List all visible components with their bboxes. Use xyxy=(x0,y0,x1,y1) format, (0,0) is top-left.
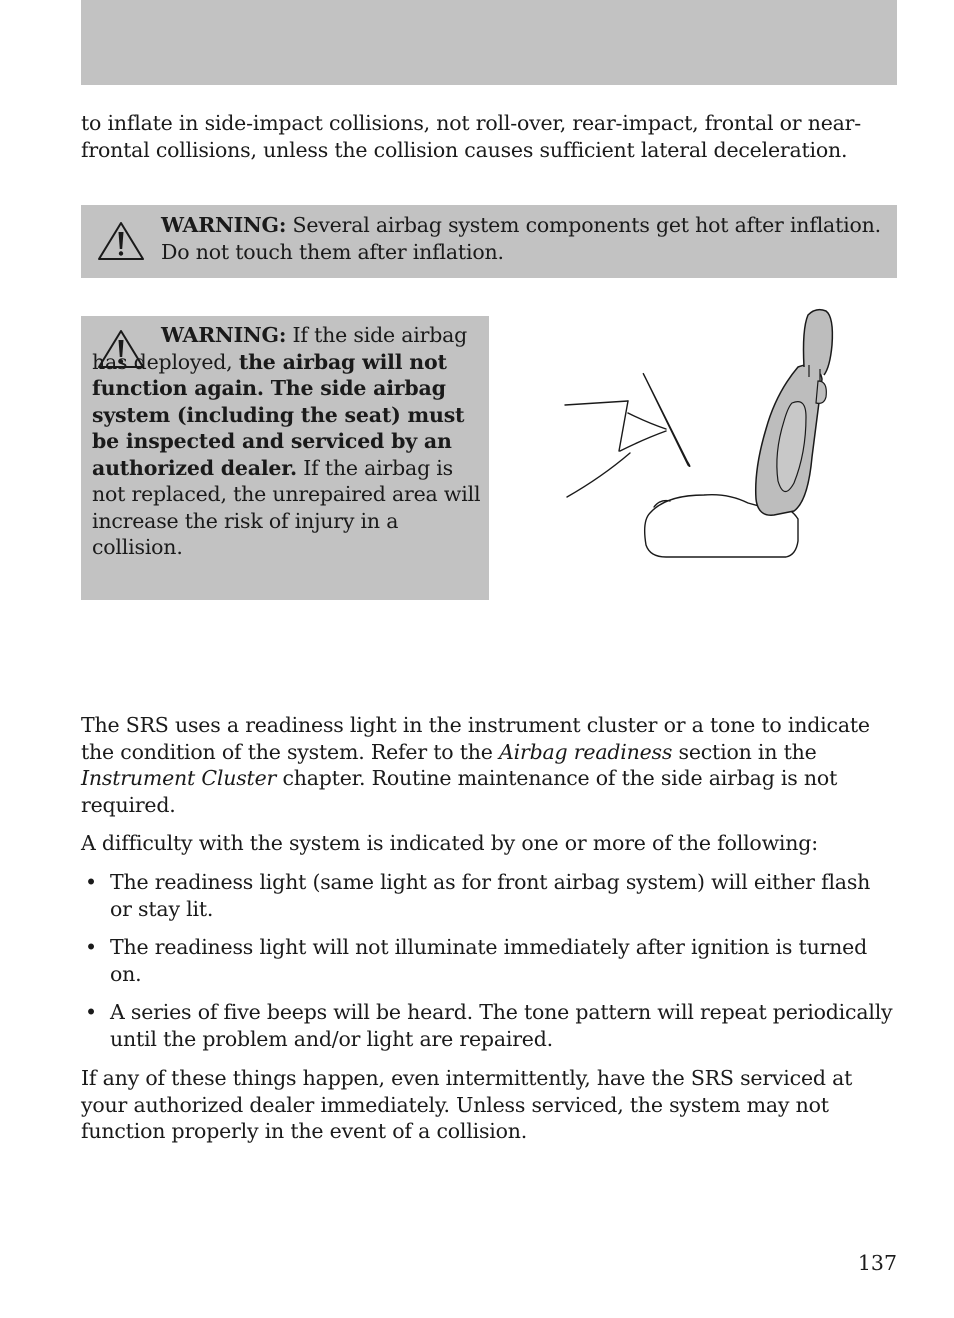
bullet-icon: • xyxy=(85,870,97,894)
srs-text-2: section in the xyxy=(672,739,817,764)
warning-box-hot-components xyxy=(81,205,897,278)
warning-box-side-airbag xyxy=(81,316,489,600)
warning-2-bold: the airbag will not function again. The side airbag system (including the seat) must be inspected and serviced by an authorized dealer. xyxy=(92,349,465,480)
srs-readiness-paragraph xyxy=(81,712,897,818)
bullet-icon: • xyxy=(85,935,97,959)
warning-1-text xyxy=(161,212,881,265)
list-item-text: A series of five beeps will be heard. The tone pattern will repeat periodically until the problem and/or light are repaired. xyxy=(110,1000,893,1051)
warning-1-body: Several airbag system components get hot after inflation. Do not touch them after inflation. xyxy=(161,213,881,264)
warning-triangle-icon xyxy=(97,221,145,261)
closing-paragraph: If any of these things happen, even intermittently, have the SRS serviced at your authorized dealer immediately. Unless serviced, the system may not function properly in the event of a collision. xyxy=(81,1066,853,1143)
bullet-icon: • xyxy=(85,1000,97,1024)
intro-paragraph: to inflate in side-impact collisions, not roll-over, rear-impact, frontal or near-frontal collisions, unless the collision causes sufficient lateral deceleration. xyxy=(81,111,861,162)
warning-1-label: WARNING: xyxy=(161,213,287,237)
side-airbag-seat-illustration xyxy=(562,305,837,565)
warning-2-label: WARNING: xyxy=(161,323,287,347)
page-number: 137 xyxy=(857,1251,897,1275)
airbag-readiness-reference: Airbag readiness xyxy=(499,739,673,764)
warning-2-text xyxy=(92,322,484,561)
list-item xyxy=(81,999,897,1052)
difficulty-list xyxy=(81,869,897,1064)
list-item-text: The readiness light will not illuminate immediately after ignition is turned on. xyxy=(110,935,868,986)
warning-2-body-2: If the airbag is not replaced, the unrepaired area will increase the risk of injury in a collision. xyxy=(92,455,481,559)
list-item xyxy=(81,934,897,987)
srs-text-1: The SRS uses a readiness light in the instrument cluster or a tone to indicate the condition of the system. Refer to the xyxy=(81,713,870,764)
instrument-cluster-reference: Instrument Cluster xyxy=(81,766,277,790)
header-bar xyxy=(81,0,897,85)
srs-text-3: chapter. Routine maintenance of the side airbag is not required. xyxy=(81,766,838,817)
list-item xyxy=(81,869,897,922)
list-item-text: The readiness light (same light as for front airbag system) will either flash or stay lit. xyxy=(110,870,871,921)
difficulty-intro: A difficulty with the system is indicated by one or more of the following: xyxy=(81,831,818,855)
warning-2-body-1: If the side airbag has deployed, xyxy=(92,323,468,374)
